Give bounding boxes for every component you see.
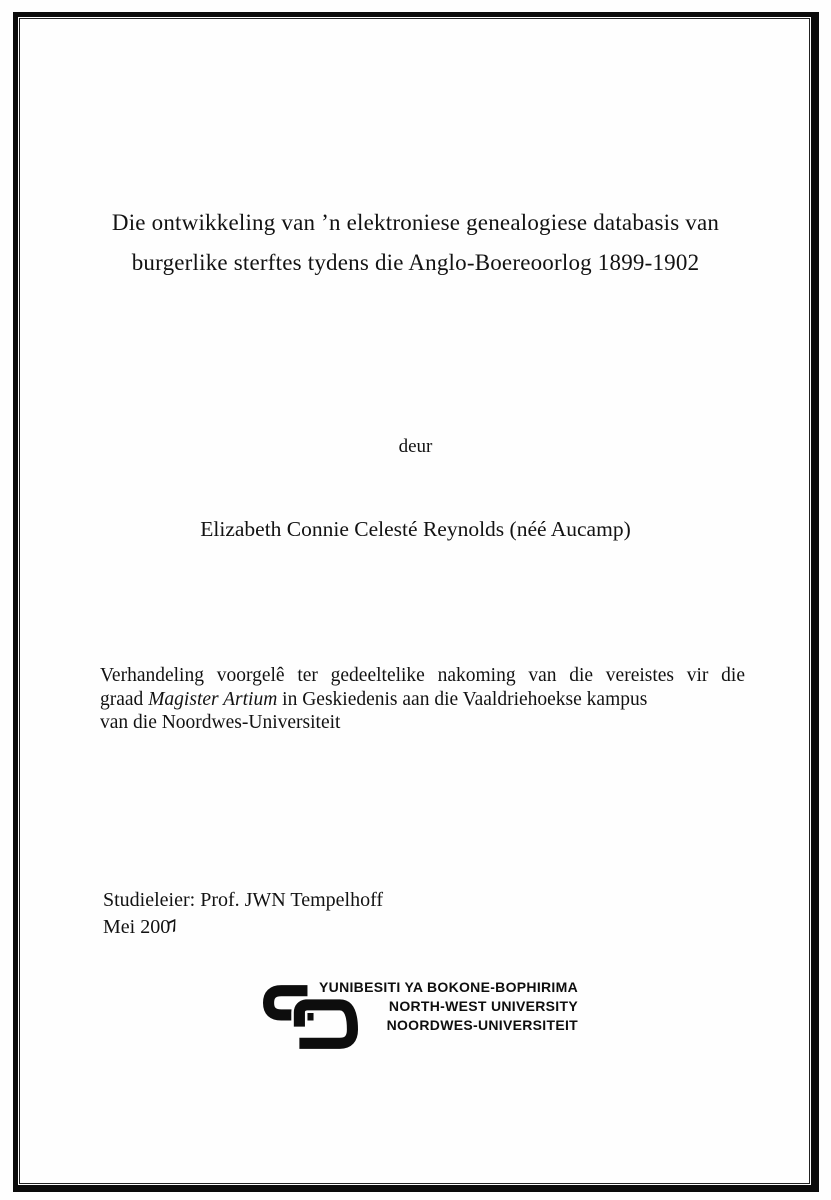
supervisor-block — [103, 887, 383, 940]
date-prefix: Mei 200 — [103, 915, 171, 938]
thesis-title-line-1: Die ontwikkeling van ’n elektroniese genealogiese databasis van — [111, 210, 720, 235]
degree-statement-line-2 — [100, 688, 745, 712]
nwu-wordmark-english: NORTH-WEST UNIVERSITY — [388, 998, 578, 1014]
nwu-wordmark — [248, 978, 578, 1035]
degree-statement-line-1: Verhandeling voorgelê ter gedeeltelike nakoming van die vereistes vir die — [100, 665, 745, 686]
supervisor-line: Studieleier: Prof. JWN Tempelhoff — [103, 889, 384, 911]
thesis-title-line-2: burgerlike sterftes tydens die Anglo-Boereoorlog 1899-1902 — [131, 250, 700, 275]
date-line — [103, 914, 383, 941]
nwu-wordmark-afrikaans: NOORDWES-UNIVERSITEIT — [386, 1017, 578, 1033]
nwu-wordmark-setswana: YUNIBESITI YA BOKONE-BOPHIRIMA — [319, 979, 578, 995]
author-name: Elizabeth Connie Celesté Reynolds (néé Aucamp) — [200, 517, 631, 541]
degree-statement-line-3: van die Noordwes-Universiteit — [100, 712, 341, 733]
degree-statement — [100, 664, 745, 735]
byline-deur: deur — [398, 436, 433, 457]
degree-statement-line2-post: in Geskiedenis aan die Vaaldriehoekse kampus — [277, 688, 648, 710]
date-digit-seven: 7 — [165, 915, 183, 937]
thesis-title — [60, 203, 771, 283]
degree-statement-line2-pre: graad — [100, 688, 149, 710]
degree-name-italic: Magister Artium — [148, 688, 278, 710]
